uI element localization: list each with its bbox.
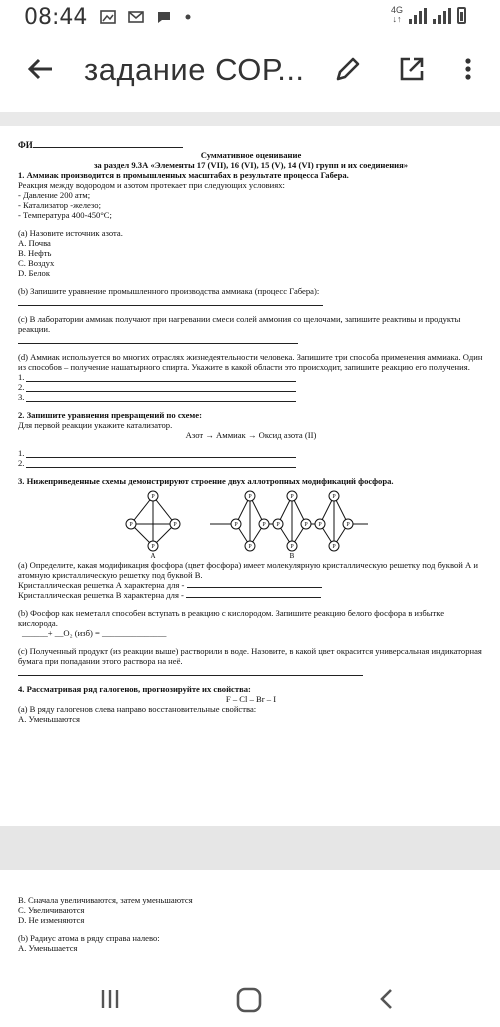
answer-line <box>18 666 363 676</box>
q3a-line1: Кристаллическая решетка А характерна для - <box>18 580 484 590</box>
answer-line <box>18 296 323 306</box>
option: C. Воздух <box>18 258 55 268</box>
label-b: B <box>289 552 295 560</box>
q4-heading: 4. Рассматривая ряд галогенов, прогнозируйте их свойства: <box>18 684 251 694</box>
document-title: задание СОР... <box>84 52 305 87</box>
status-time: 08:44 <box>24 5 88 30</box>
back-nav-icon[interactable] <box>376 988 398 1010</box>
atom-label: P <box>151 494 155 500</box>
atom-label: P <box>346 522 350 528</box>
q1-intro: Реакция между водородом и азотом протекает при следующих условиях: <box>18 180 285 190</box>
atom-label: P <box>332 494 336 500</box>
q4-series: F – Cl – Br – I <box>225 694 277 704</box>
q4b: (b) Радиус атома в ряду справа налево: <box>18 933 160 943</box>
network-type: 4G ↓↑ <box>390 5 403 24</box>
q3a-line2: Кристаллическая решетка В характерна для - <box>18 590 484 600</box>
atom-label: P <box>290 494 294 500</box>
recent-apps-icon[interactable] <box>99 988 121 1010</box>
document-page-2 <box>18 895 484 953</box>
atom-label: P <box>290 544 294 550</box>
home-icon[interactable] <box>235 986 263 1014</box>
atom-label: P <box>276 522 280 528</box>
atom-label: P <box>332 544 336 550</box>
q3b: (b) Фосфор как неметалл способен вступать в реакцию с кислородом. Запишите реакцию белого фосфора в избытке кислорода. <box>18 608 445 628</box>
structure-a <box>131 496 175 546</box>
q1b: (b) Запишите уравнение промышленного производства аммиака (процесс Габера): <box>18 286 320 296</box>
more-options-icon[interactable] <box>453 54 483 84</box>
answer-line: 1. <box>18 448 484 458</box>
q4a: (a) В ряду галогенов слева направо восстановительные свойства: <box>18 704 257 714</box>
q3b-equation: ______+ __O₂ (изб) = _______________ <box>22 628 167 638</box>
chat-icon <box>156 10 172 24</box>
option: B. Сначала увеличиваются, затем уменьшаются <box>18 895 193 905</box>
option: A. Уменьшаются <box>18 714 80 724</box>
open-external-icon[interactable] <box>397 54 427 84</box>
q2-sub: Для первой реакции укажите катализатор. <box>18 420 173 430</box>
doc-title: Суммативное оценивание <box>200 150 302 160</box>
q1d: (d) Аммиак используется во многих отраслях жизнедеятельности человека. Запишите три способа применения аммиака. Один из способов – получение нашатырного спирта. Укажите в какой области это происходит, запишите реакцию его получения. <box>18 352 483 372</box>
gmail-icon <box>128 10 144 24</box>
page-separator <box>0 112 500 126</box>
option: A. Уменьшается <box>18 943 78 953</box>
atom-label: P <box>248 544 252 550</box>
label-a: A <box>150 552 156 560</box>
answer-line: 3. <box>18 392 484 402</box>
option: C. Увеличиваются <box>18 905 85 915</box>
option: A. Почва <box>18 238 51 248</box>
q1c: (c) В лаборатории аммиак получают при нагревании смеси солей аммония со щелочами, запишите реактивы и продукты реакции. <box>18 314 461 334</box>
status-bar <box>0 0 500 34</box>
atom-label: P <box>173 522 177 528</box>
atom-label: P <box>318 522 322 528</box>
answer-line: 1. <box>18 372 484 382</box>
navigation-bar <box>0 970 500 1027</box>
q3-heading: 3. Нижеприведенные схемы демонстрируют строение двух аллотропных модификаций фосфора. <box>18 476 394 486</box>
photo-icon <box>100 10 116 24</box>
q1a: (a) Назовите источник азота. <box>18 228 123 238</box>
q1-condition: - Давление 200 атм; <box>18 190 91 200</box>
q3a: (a) Определите, какая модификация фосфора (цвет фосфора) имеет молекулярную кристаллическую решетку под буквой А и атомную кристаллическую решетку под буквой В. <box>18 560 478 580</box>
answer-line <box>18 334 298 344</box>
q3c: (c) Полученный продукт (из реакции выше) растворили в воде. Назовите, в какой цвет окрасится универсальная индикаторная бумага при попадании этого раствора на неё. <box>18 646 482 666</box>
notification-icons <box>100 10 192 24</box>
app-bar <box>0 34 500 106</box>
signal-2-icon <box>433 8 451 24</box>
back-arrow-icon[interactable] <box>24 52 58 86</box>
document-page <box>18 140 484 724</box>
system-indicators <box>391 6 466 24</box>
q2-heading: 2. Запишите уравнения превращений по схеме: <box>18 410 202 420</box>
q1-condition: - Температура 400-450°С; <box>18 210 112 220</box>
signal-icon <box>409 8 427 24</box>
option: D. Белок <box>18 268 51 278</box>
atom-label: P <box>129 522 133 528</box>
option: B. Нефть <box>18 248 52 258</box>
name-field: ФИ <box>18 140 484 150</box>
q1-condition: - Катализатор -железо; <box>18 200 101 210</box>
page-separator <box>0 826 500 870</box>
edit-icon[interactable] <box>333 54 363 84</box>
q2-scheme: Азот → Аммиак → Оксид азота (II) <box>185 430 317 440</box>
q1-heading: 1. Аммиак производится в промышленных масштабах в результате процесса Габера. <box>18 170 349 180</box>
answer-line: 2. <box>18 382 484 392</box>
atom-label: P <box>262 522 266 528</box>
doc-subtitle: за раздел 9.3А «Элементы 17 (VII), 16 (VI), 15 (V), 14 (VI) групп и их соединения» <box>93 160 409 170</box>
answer-line: 2. <box>18 458 484 468</box>
atom-label: P <box>234 522 238 528</box>
option: D. Не изменяются <box>18 915 85 925</box>
battery-icon <box>457 7 466 24</box>
phosphorus-structures <box>18 486 484 560</box>
dot-icon <box>184 10 192 24</box>
atom-label: P <box>304 522 308 528</box>
phosphorus-diagrams <box>18 486 484 560</box>
atom-label: P <box>248 494 252 500</box>
atom-label: P <box>151 544 155 550</box>
